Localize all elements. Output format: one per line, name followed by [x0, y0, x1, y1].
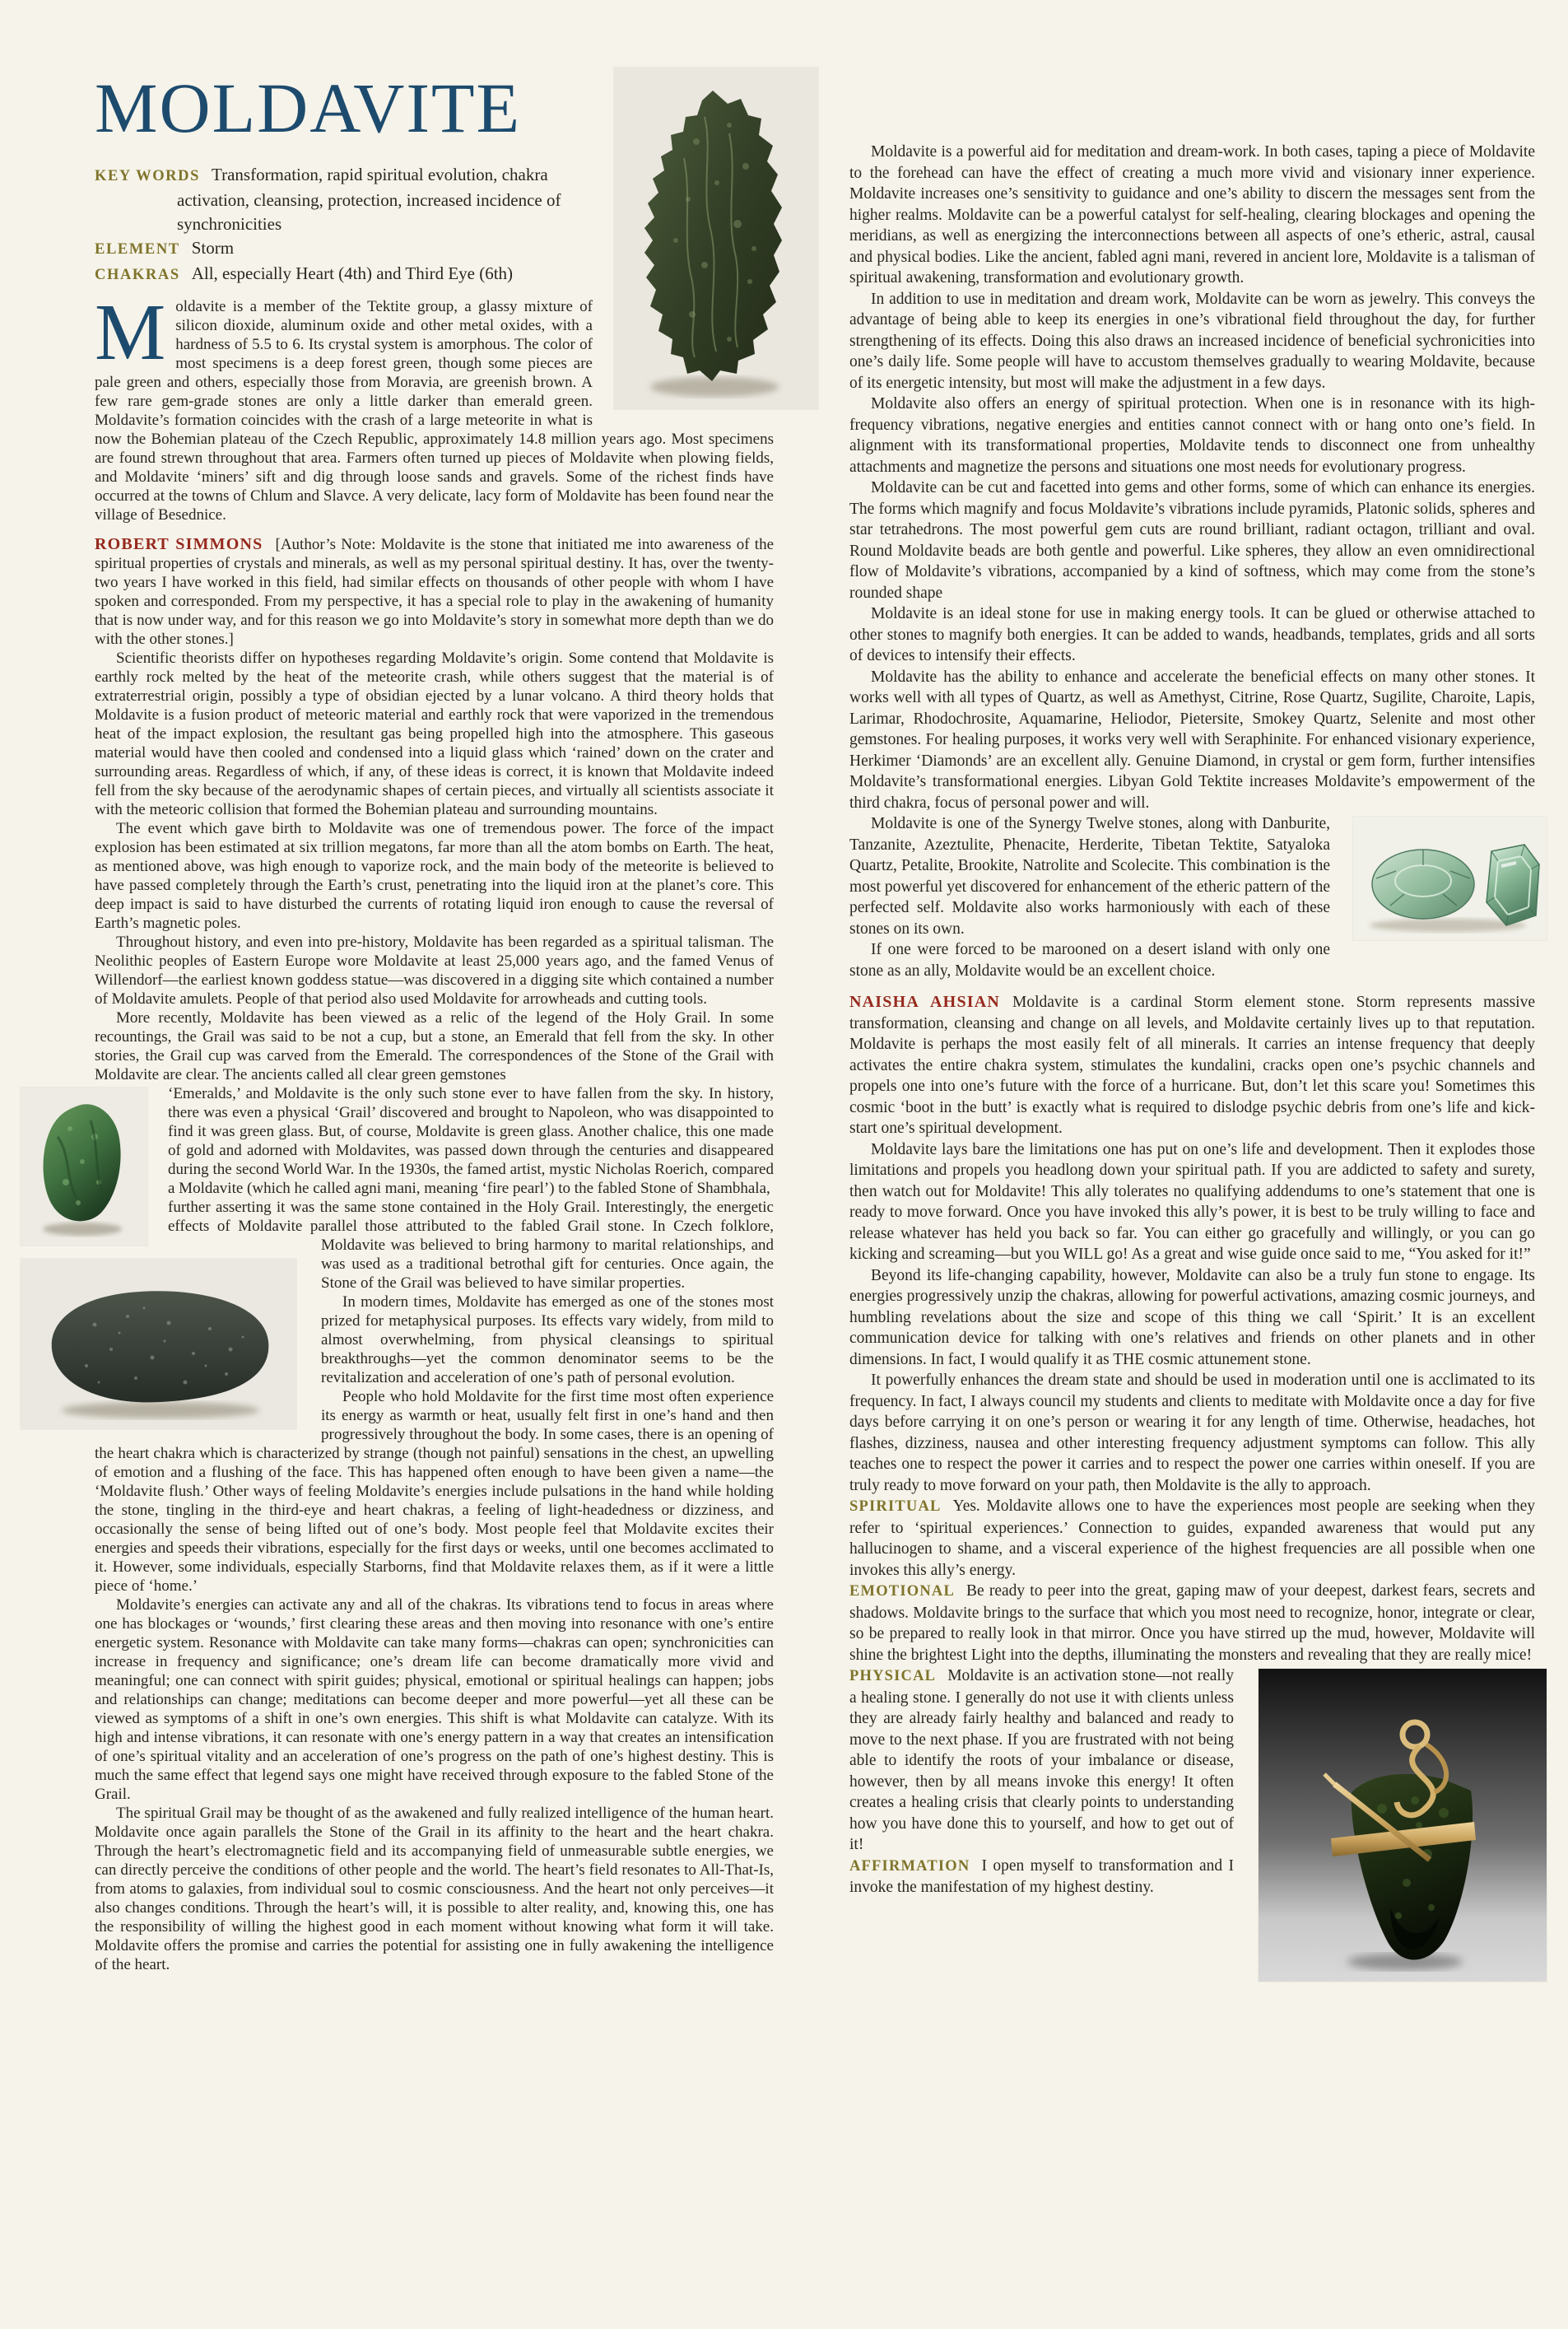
emotional-heading: EMOTIONAL — [849, 1583, 955, 1600]
paragraph-meditation: Moldavite is a powerful aid for meditation and dream-work. In both cases, taping a piece of Moldavite to the forehead can have the effect of creating a much more vivid and visionary inner experience. Moldavite increases one’s sensitivity to guidance and one’s ability to discern the messages sent from the higher realms. Moldavite can be a powerful catalyst for self-healing, clearing blockages and opening the meridians, as well as energizing the interconnections between all aspects of one’s etheric, astral, causal and physical bodies. Like the ancient, fabled agni mani, revered in ancient lore, Moldavite is a talisman of spiritual awakening, transformation and evolutionary growth. — [849, 143, 1535, 286]
paragraph-energy-tools: Moldavite is an ideal stone for use in making energy tools. It can be glued or otherwise attached to other stones to magnify both energies. It can be added to wands, headbands, templates, grids and all sorts of devices to intensify their effects. — [849, 605, 1535, 664]
ahsian-intro-text: Moldavite is a cardinal Storm element stone. Storm represents massive transformation, cleansing and change on all levels, and Moldavite certainly lives up to that reputation. Moldavite is perhaps the most easily felt of all minerals. It carries an intense frequency that deeply activates the entire chakra system, stimulates the kundalini, cracks open one’s psychic channels and propels one into one’s future with the force of a hurricane. But, don’t let this scare you! Sometimes this cosmic ‘boot in the butt’ is exactly what is required to dislodge psychic debris from one’s life and kick-start one’s spiritual development. — [849, 994, 1535, 1137]
key-words-label: KEY WORDS — [95, 168, 200, 184]
spiritual-text: Yes. Moldavite allows one to have the experiences most people are seeking when they refer to ‘spiritual experiences.’ Connection to guides, expanded awareness that would put any hallucinogen to shame, and a visceral experience of the highest frequencies are all possible when one invokes this ally’s energy. — [849, 1498, 1535, 1579]
green-rough-moldavite-photo — [21, 1088, 147, 1246]
chakras-value: All, especially Heart (4th) and Third Eye (6th) — [191, 263, 514, 283]
paragraph-gem-cuts: Moldavite can be cut and facetted into gems and other forms, some of which can enhance its energies. The forms which magnify and focus Moldavite’s vibrations include pyramids, Platonic solids, spheres and star tetrahedrons. The most powerful gem cuts are round brilliant, radiant octagon, trilliant and oval. Round Moldavite beads are both gentle and powerful. Like spheres, they allow an even omnidirectional flow of Moldavite’s vibrations, accompanied by a kind of softness, which may come from the stone’s rounded shape — [849, 479, 1535, 602]
element-label: ELEMENT — [95, 241, 180, 258]
paragraph-impact-event: The event which gave birth to Moldavite was one of tremendous power. The force of the impact explosion has been estimated at six trillion megatons, far more than all the atom bombs on Earth. The heat, as mentioned above, was high enough to vaporize rock, and the main body of the meteorite is believed to have passed completely through the Earth’s crust, penetrating into the liquid iron at the planet’s core. This deep impact is said to have disturbed the currents of rotating liquid iron enough to cause the reversal of Earth’s magnetic poles. — [95, 820, 774, 932]
paragraph-grail-legend: More recently, Moldavite has been viewed as a relic of the legend of the Holy Grail. In some recountings, the Grail was said to be not a cup, but a stone, an Emerald that fell from the sky. In other stories, the Grail cup was carved from the Emerald. The correspondences of the Stone of the Grail with Moldavite are clear. The ancients called all clear green gemstones — [95, 1009, 774, 1083]
paragraph-modern-times: In modern times, Moldavite has emerged as one of the stones most prized for metaphysical purposes. Its effects vary widely, from mild to almost overwhelming, from physical cleansings to spiritual breakthroughs—yet the common denominator seems to be the revitalization and acceleration of one’s path of personal evolution. — [321, 1293, 774, 1386]
affirmation-text: I open myself to transformation and I invoke the manifestation of my highest destiny. — [849, 1856, 1234, 1896]
affirmation-heading: AFFIRMATION — [849, 1857, 970, 1875]
dark-tumbled-moldavite-photo — [21, 1259, 296, 1429]
intro-text: oldavite is a member of the Tektite group, a glassy mixture of silicon dioxide, aluminum oxide and other metal oxides, with a hardness of 5.5 to 6. Its crystal system is amorphous. The color of most specimens is a deep forest green, though some pieces are pale green and others, especially those from Moravia, are greenish brown. A few rare gem-grade stones are only a little darker than emerald green. Moldavite’s formation coincides with the crash of a large meteorite in what is now the Bohemian plateau of the Czech Republic, approximately 14.8 million years ago. Most specimens are found strewn throughout that area. Farmers often turned up pieces of Moldavite when plowing fields, and Moldavite ‘miners’ sift and dig through loose sands and gravels. Some of the richest finds have occurred at the towns of Chlum and Slavce. A very delicate, lacy form of Moldavite has been found near the village of Besednice. — [95, 298, 774, 524]
paragraph-first-time: People who hold Moldavite for the first time most often experience its energy as warmth or heat, usually felt first in one’s hand and then progressively throughout the body. In some cases, there is an opening of the heart chakra which is characterized by strange (though not painful) sensations in the chest, an upwelling of emotion and a flushing of the face. This has happened often enough to have been given a name—the ‘Moldavite flush.’ Other ways of feeling Moldavite’s energies include pulsations in the hand while holding the stone, tingling in the third-eye and heart chakras, a feeling of light-headedness or dizziness, and occasionally the sense of being lifted out of one’s body. Most people feel that Moldavite excites their energies and speeds their vibrations, especially for the first days or weeks, until one becomes acclimated to it. However, some individuals, especially Starborns, find that Moldavite relaxes them, as if it were a little piece of ‘home.’ — [95, 1388, 774, 1595]
element-value: Storm — [191, 238, 235, 258]
paragraph-limitations: Moldavite lays bare the limitations one has put on one’s life and development. Then it explodes those limitations and propels you headlong down your spiritual path. If you are addicted to safety and surety, then watch out for Moldavite! This ally tolerates no qualifying addendums to one’s statement that one is ready to move forward. Once you have invoked this ally’s power, it is best to be truly willing to face and release whatever has held you back so far. You can either go gracefully and willingly, or you can go kicking and screaming—but you WILL go! As a great and wise guide once said to me, “You asked for it!” — [849, 1140, 1535, 1263]
emotional-text: Be ready to peer into the great, gaping maw of your deepest, darkest fears, secrets and shadows. Moldavite brings to the surface that which you most need to recognize, honor, integrate or clear, so be prepared to really look in that mirror. Once you have stirred up the mud, however, Moldavite will shine the brightest Light into the depths, illuminating the monsters and revealing that they are really mice! — [849, 1582, 1535, 1664]
paragraph-other-stones: Moldavite has the ability to enhance and accelerate the beneficial effects on many other stones. It works well with all types of Quartz, as well as Amethyst, Citrine, Rose Quartz, Sugilite, Charoite, Lapis, Larimar, Rhodochrosite, Aquamarine, Heliodor, Pietersite, Smokey Quartz, Selenite and most other gemstones. For healing purposes, it works very well with Seraphinite. For enhanced visionary experience, Herkimer ‘Diamonds’ are an excellent ally. Genuine Diamond, in crystal or gem form, further intensifies Moldavite’s transformational energies. Libyan Gold Tektite increases Moldavite’s empowerment of the third chakra, focus of personal power and will. — [849, 668, 1535, 812]
chakras-label: CHAKRAS — [95, 267, 180, 283]
faceted-moldavite-gems-photo — [1353, 817, 1547, 940]
spiritual-paragraph — [849, 1496, 1535, 1581]
paragraph-history: Throughout history, and even into pre-history, Moldavite has been regarded as a spiritual talisman. The Neolithic peoples of Eastern Europe wore Moldavite at least 25,000 years ago, and the famed Venus of Willendorf—the earliest known goddess statue—was discovered in a digging site which contained a number of Moldavite amulets. People of that period also used Moldavite for arrowheads and cutting tools. — [95, 934, 774, 1008]
naisha-ahsian-paragraph — [849, 992, 1535, 1139]
right-column — [849, 142, 1535, 1990]
paragraph-spiritual-grail: The spiritual Grail may be thought of as the awakened and fully realized intelligence of the human heart. Moldavite once again parallels the Stone of the Grail in its affinity to the heart and the heart chakra. Through the heart’s electromagnetic field and its accompanying field of unmeasurable subtle energies, we can directly perceive the conditions of other people and the world. The heart’s field resonates to All-That-Is, from atoms to galaxies, from individual soul to cosmic consciousness. And the heart not only perceives—it also changes conditions. Through the heart’s will, it is possible to alter reality, and, knowing this, one has the responsibility of willing the highest good in each moment without knowing what form it will take. Moldavite offers the promise and carries the potential for assisting one in fully awakening the intelligence of the heart. — [95, 1805, 774, 1973]
moldavite-gold-wire-pendant-photo — [1259, 1669, 1547, 1982]
spiritual-heading: SPIRITUAL — [849, 1498, 942, 1515]
paragraph-synergy-twelve: Moldavite is one of the Synergy Twelve stones, along with Danburite, Tanzanite, Azeztulite, Phenacite, Herderite, Tibetan Tektite, Satyaloka Quartz, Petalite, Brookite, Natrolite and Scolecite. This combination is the most powerful yet discovered for enhancement of the etheric pattern of the perfected self. Moldavite also works harmoniously with each of these stones on its own. — [849, 815, 1330, 938]
paragraph-energies: Moldavite’s energies can activate any and all of the chakras. Its vibrations tend to focus in areas where one has blockages or ‘wounds,’ first clearing these areas and then moving into resonance with one’s entire energetic system. Resonance with Moldavite can take many forms—chakras can open; synchronicities can increase in frequency and significance; one’s dream life can become dramatically more vivid and meaningful; one can connect with spirit guides; physical, emotional or spiritual healings can happen; jobs and relationships can change; meditations can become deeper and more powerful—yet all these can be viewed as symptoms of a shift in one’s own energies. This shift is what Moldavite can catalyze. With its high and intense vibrations, it can resonate with one’s energy pattern in a way that creates an intensification of one’s spiritual vitality and an acceleration of one’s progress on the path of one’s highest destiny. This is much the same effect that legend says one might have received through exposure to the fabled Stone of the Grail. — [95, 1596, 774, 1803]
key-words-value: Transformation, rapid spiritual evolution, chakra activation, cleansing, protection, increased incidence of synchronicities — [177, 165, 561, 234]
paragraph-grail-shambhala: further asserting it was the same stone contained in the Holy Grail. Interestingly, the energetic effects of Moldavite parallel those attributed to the fabled Grail stone. In Czech folklore, Moldavite was believed to bring harmony to marital relationships, and was used as a traditional betrothal gift for centuries. Once again, the Stone of the Grail was believed to have similar properties. — [168, 1199, 774, 1292]
paragraph-jewelry: In addition to use in meditation and dream work, Moldavite can be worn as jewelry. This conveys the advantage of being able to keep its energies in one’s vibrational field throughout the day, for further strengthening of its effects. Doing this also draws an increased incidence of beneficial sychronicities into one’s daily life. Some people will have to accustom themselves gradually to wearing Moldavite, because of its energetic intensity, but most will make the adjustment in a few days. — [849, 290, 1535, 392]
robert-simmons-heading: ROBERT SIMMONS — [95, 535, 263, 553]
drop-cap: M — [95, 288, 166, 376]
authors-note-text: [Author’s Note: Moldavite is the stone that initiated me into awareness of the spiritual properties of crystals and minerals, as well as my personal spiritual destiny. It has, over the twenty-two years I have worked in this field, had similar effects on thousands of other people with whom I have spoken and corresponded. From my perspective, it has a special role to play in the awakening of humanity that is now under way, and for this reason we go into Moldavite’s story in somewhat more depth than we do with the other stones.] — [95, 536, 775, 648]
robert-simmons-paragraph — [95, 535, 774, 649]
paragraph-origin: Scientific theorists differ on hypotheses regarding Moldavite’s origin. Some contend that Moldavite is earthly rock melted by the heat of the meteorite crash, while others suggest that the material is of extraterrestrial origin, possibly a type of obsidian ejected by a lunar volcano. A third theory holds that Moldavite is a fusion product of meteoric material and earthly rock that were vaporized in the tremendous heat of the impact explosion, the resultant gas being propelled high into the atmosphere. This gaseous material would have then cooled and condensed into a liquid glass which ‘rained’ down on the crater and surrounding areas. Regardless of which, if any, of these ideas is correct, it is known that Moldavite indeed fell from the sky because of the aerodynamic shapes of certain pieces, and virtually all scientists associate it with the meteoric collision that formed the Bohemian plateau and surrounding mountains. — [95, 650, 774, 818]
page-title: MOLDAVITE — [95, 68, 522, 147]
left-column — [95, 68, 775, 1974]
paragraph-dream-state: It powerfully enhances the dream state and should be used in moderation until one is acclimated to its frequency. In fact, I always council my students and clients to meditate with Moldavite once a day for five days before carrying it on one’s person or wearing it for any length of time. Otherwise, headaches, hot flashes, dizziness, nausea and other interesting frequency adjustment symptoms can follow. This ally teaches one to respect the power it carries and to respect the power one carries within oneself. If you are truly ready to move forward on your path, then Moldavite is the ally to approach. — [849, 1372, 1535, 1494]
paragraph-protection: Moldavite also offers an energy of spiritual protection. When one is in resonance with its high-frequency vibrations, negative energies and entities cannot connect with or hang onto one’s field. In alignment with its transformational properties, Moldavite tends to disconnect one from unhealthy attachments and magnetize the persons and situations one most needs for evolutionary progress. — [849, 395, 1535, 476]
paragraph-desert-island: If one were forced to be marooned on a desert island with only one stone as an ally, Moldavite would be an excellent choice. — [849, 941, 1330, 980]
raw-moldavite-specimen-photo — [614, 68, 818, 409]
physical-text: Moldavite is an activation stone—not really a healing stone. I generally do not use it with clients unless they are already fairly healthy and balanced and ready to move to the next phase. If you are frustrated with not being able to identify the roots of your imbalance or disease, however, then by all means invoke this energy! It often creates a healing crisis that clearly points to understanding how you have done this to yourself, and how to get out of it! — [849, 1667, 1234, 1853]
naisha-ahsian-heading: NAISHA AHSIAN — [849, 993, 1001, 1011]
paragraph-fun-stone: Beyond its life-changing capability, however, Moldavite can also be a truly fun stone to engage. Its energies progressively unzip the chakras, allowing for powerful activations, amazing cosmic journeys, and humbling revelations about the size and scope of this thing we call ‘Spirit.’ It is an excellent communication device for talking with one’s relatives and friends on other planets and in other dimensions. In fact, I would qualify it as THE cosmic attunement stone. — [849, 1266, 1535, 1368]
paragraph-grail-napoleon: ‘Emeralds,’ and Moldavite is the only such stone ever to have fallen from the sky. In history, there was even a physical ‘Grail’ discovered and brought to Napoleon, who was disappointed to find it was green glass. But, of course, Moldavite is green glass. Another chalice, this one made of gold and adorned with Moldavites, was passed down through the centuries and disappeared during the second World War. In the 1930s, the famed artist, mystic Nicholas Roerich, compared a Moldavite (which he called agni mani, meaning ‘fire pearl’) to the fabled Stone of Shambhala, — [168, 1085, 774, 1197]
emotional-paragraph — [849, 1581, 1535, 1665]
physical-heading: PHYSICAL — [849, 1668, 937, 1684]
